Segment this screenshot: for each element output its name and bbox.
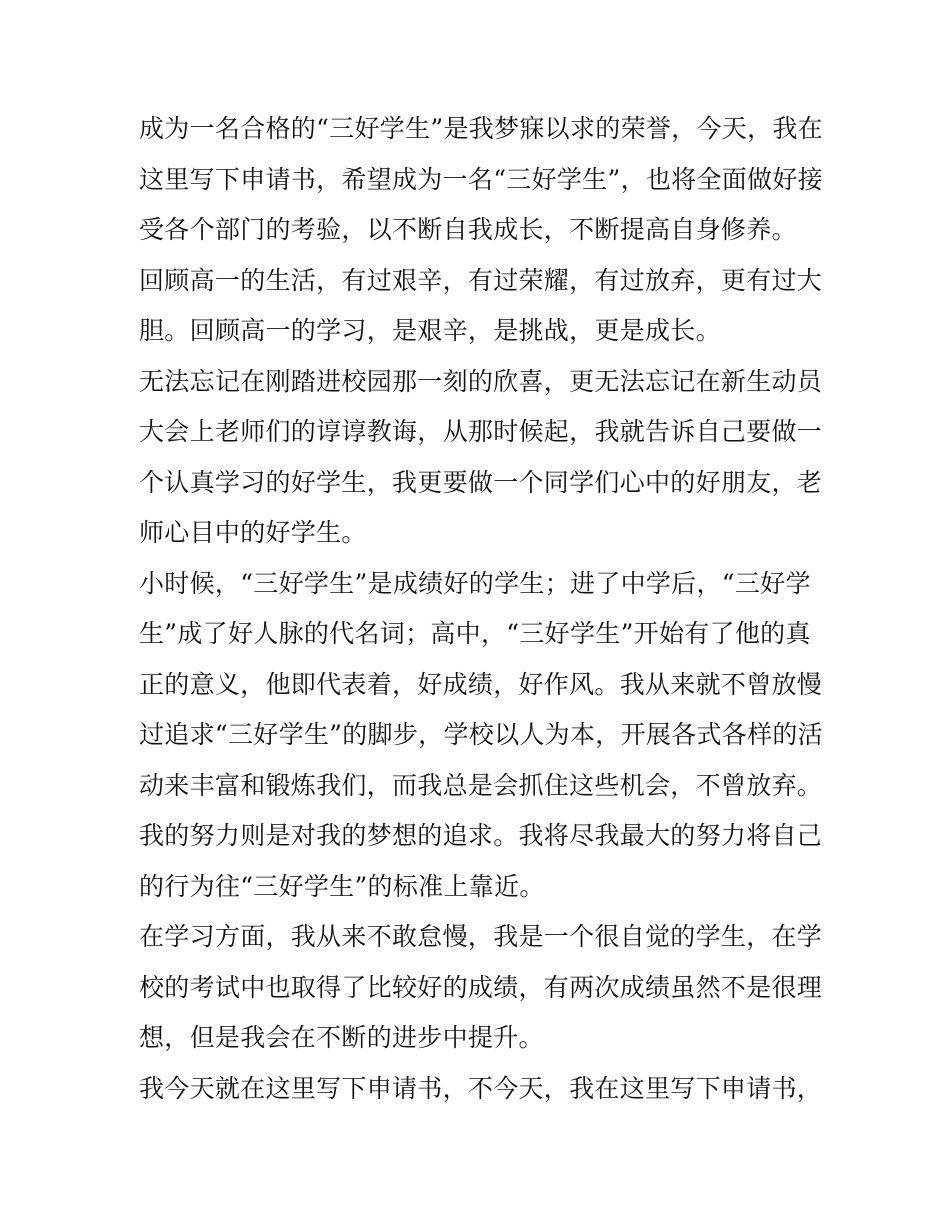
- text-line: 的行为往“三好学生”的标准上靠近。: [139, 871, 545, 901]
- text-line: 我今天就在这里写下申请书，不今天，我在这里写下申请书，: [139, 1073, 823, 1103]
- text-line: 受各个部门的考验，以不断自我成长，不断提高自身修养。: [139, 215, 797, 244]
- text-line: 想，但是我会在不断的进步中提升。: [139, 1023, 544, 1052]
- text-line: 师心目中的好学生。: [139, 518, 367, 547]
- text-line: 校的考试中也取得了比较好的成绩，有两次成绩虽然不是很理: [139, 972, 823, 1002]
- text-line: 胆。回顾高一的学习，是艰辛，是挑战，更是成长。: [139, 316, 721, 345]
- text-line: 小时候，“三好学生”是成绩好的学生；进了中学后，“三好学: [139, 568, 811, 598]
- text-line: 个认真学习的好学生，我更要做一个同学们心中的好朋友，老: [139, 467, 823, 497]
- text-line: 在学习方面，我从来不敢怠慢，我是一个很自觉的学生，在学: [139, 922, 823, 951]
- text-line: 回顾高一的生活，有过艰辛，有过荣耀，有过放弃，更有过大: [139, 265, 823, 295]
- body-text: [139, 104, 823, 1114]
- text-line: 无法忘记在刚踏进校园那一刻的欣喜，更无法忘记在新生动员: [139, 366, 823, 396]
- text-line: 动来丰富和锻炼我们，而我总是会抓住这些机会，不曾放弃。: [139, 770, 823, 800]
- text-line: 成为一名合格的“三好学生”是我梦寐以求的荣誉，今天，我在: [139, 114, 823, 143]
- text-line: 正的意义，他即代表着，好成绩，好作风。我从来就不曾放慢: [139, 669, 823, 699]
- text-line: 过追求“三好学生”的脚步，学校以人为本，开展各式各样的活: [139, 720, 823, 749]
- text-line: 大会上老师们的谆谆教诲，从那时候起，我就告诉自己要做一: [139, 417, 823, 446]
- text-line: 这里写下申请书，希望成为一名“三好学生”，也将全面做好接: [139, 164, 823, 194]
- text-line: 生”成了好人脉的代名词；高中，“三好学生”开始有了他的真: [139, 619, 811, 648]
- text-line: 我的努力则是对我的梦想的追求。我将尽我最大的努力将自己: [139, 821, 823, 850]
